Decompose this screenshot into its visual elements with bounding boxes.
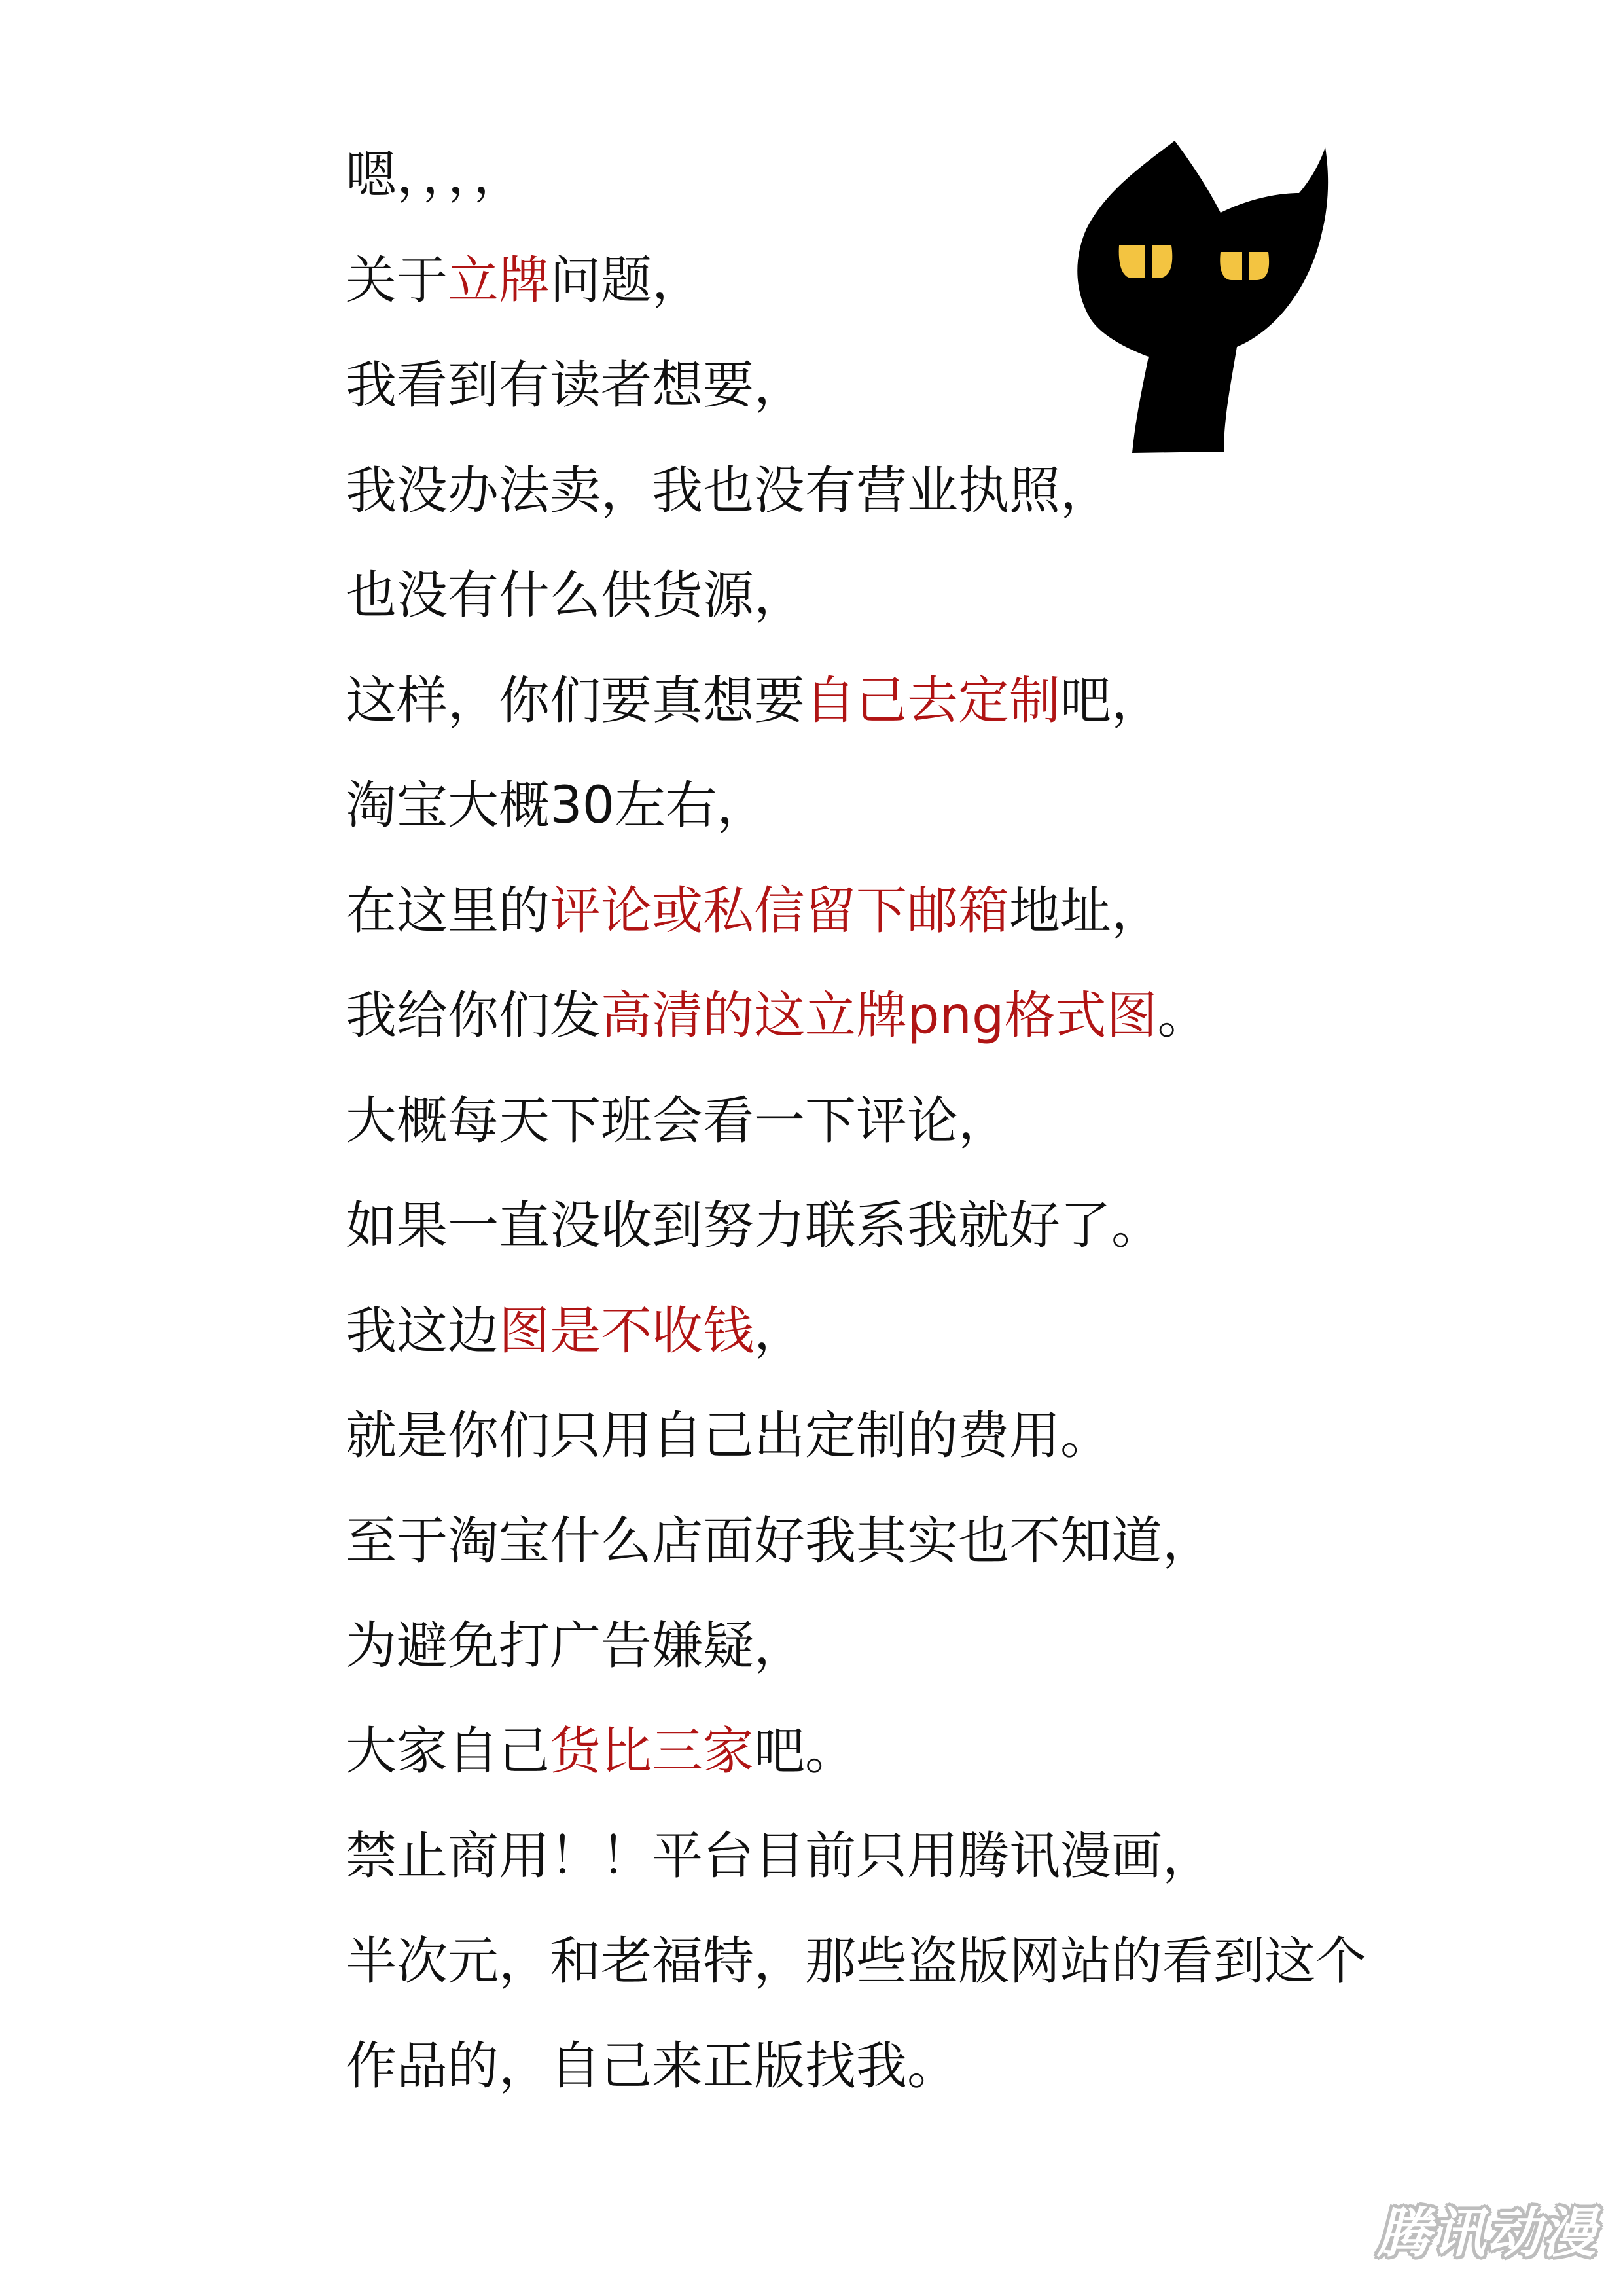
text-line [346,1069,1524,1174]
text-segment: 大概每天下班会看一下评论， [346,1091,1010,1151]
highlighted-text: 图是不收钱 [499,1301,755,1361]
text-segment: ， [754,1301,806,1361]
text-segment: 大家自己 [346,1721,550,1781]
text-segment: 我给你们发 [346,986,601,1045]
text-segment: 嗯，，，， [346,146,525,205]
text-segment: 我没办法卖，我也没有营业执照， [346,461,1112,520]
text-line [346,753,1524,859]
text-segment: 地址， [1009,881,1163,941]
highlighted-text: 评论或私信留下邮箱 [550,881,1010,941]
text-line [346,1804,1524,1909]
text-line [346,228,1524,334]
text-segment: 我看到有读者想要， [346,356,806,415]
text-segment: 关于 [346,251,448,310]
highlighted-text: 高清的这立牌png格式图 [601,986,1158,1045]
text-segment: 作品的，自己来正版找我。 [346,2037,959,2096]
text-line [346,1594,1524,1699]
text-segment: 如果一直没收到努力联系我就好了。 [346,1196,1163,1255]
text-line [346,1279,1524,1384]
text-segment: 这样，你们要真想要 [346,671,806,730]
highlighted-text: 立牌 [448,251,550,310]
text-line [346,859,1524,964]
text-line [346,963,1524,1069]
text-line [346,1384,1524,1489]
watermark: 腾讯动漫 [1377,2202,1597,2265]
text-segment: 在这里的 [346,881,550,941]
text-segment: 吧。 [754,1721,857,1781]
text-line [346,1699,1524,1804]
text-segment: 为避免打广告嫌疑， [346,1617,806,1676]
text-line [346,649,1524,754]
text-segment: 。 [1157,986,1209,1045]
text-segment: 至于淘宝什么店面好我其实也不知道， [346,1511,1214,1571]
text-line [346,1489,1524,1594]
text-segment: 淘宝大概30左右， [346,776,768,835]
highlighted-text: 自己去定制 [805,671,1061,730]
black-cat-icon [1060,131,1335,458]
text-line [346,543,1524,649]
text-segment: 吧， [1060,671,1163,730]
text-line [346,2014,1524,2119]
text-line [346,439,1524,544]
announcement-text [346,123,1524,2119]
text-segment: 就是你们只用自己出定制的费用。 [346,1407,1112,1465]
highlighted-text: 货比三家 [550,1721,755,1781]
text-line [346,1909,1524,2015]
text-line [346,1174,1524,1279]
text-segment: 我这边 [346,1301,499,1361]
text-segment: 问题， [550,251,704,310]
text-segment: 也没有什么供货源， [346,566,806,625]
text-line [346,123,1524,228]
text-segment: 半次元，和老福特，那些盗版网站的看到这个 [346,1931,1367,1991]
text-segment: 禁止商用！！平台目前只用腾讯漫画， [346,1827,1214,1886]
text-line [346,333,1524,439]
